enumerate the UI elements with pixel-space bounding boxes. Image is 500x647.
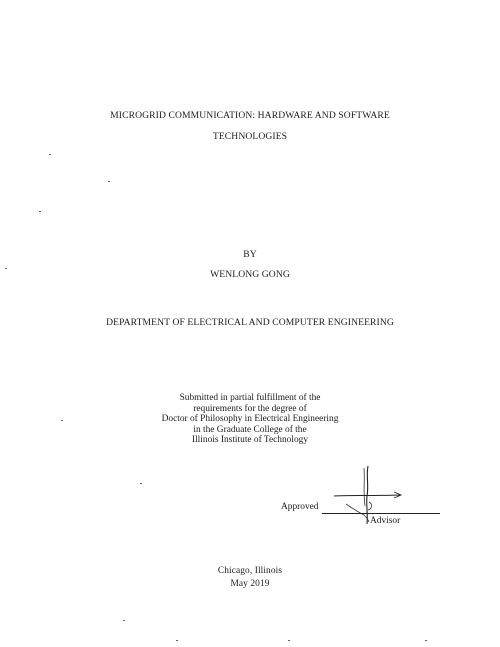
thesis-title-line-1: MICROGRID COMMUNICATION: HARDWARE AND SOFTWARE: [110, 110, 390, 121]
submission-statement: [0, 393, 500, 446]
scan-speck: [288, 640, 290, 641]
submission-line-1: Submitted in partial fulfillment of the: [179, 393, 321, 403]
scan-speck: [123, 620, 125, 621]
advisor-label: Advisor: [370, 516, 401, 526]
by-label: BY: [243, 249, 257, 260]
signature-line: [322, 513, 440, 514]
scan-speck: [39, 211, 41, 212]
submission-line-3: Doctor of Philosophy in Electrical Engineering: [161, 414, 339, 425]
location: Chicago, Illinois: [217, 566, 283, 576]
submission-line-4: in the Graduate College of the: [193, 424, 307, 435]
scan-speck: [425, 640, 427, 641]
scan-speck: [49, 154, 51, 155]
scan-speck: [176, 640, 178, 641]
thesis-title-line-2: TECHNOLOGIES: [212, 131, 288, 142]
scan-speck: [140, 483, 142, 484]
department-name: DEPARTMENT OF ELECTRICAL AND COMPUTER ENGINEERING: [106, 317, 394, 328]
date: May 2019: [230, 579, 270, 589]
approved-label: Approved: [281, 502, 319, 512]
author-name: WENLONG GONG: [210, 269, 290, 280]
scan-speck: [108, 181, 110, 182]
scan-speck: [61, 420, 63, 421]
submission-line-2: requirements for the degree of: [193, 403, 307, 414]
submission-line-5: Illinois Institute of Technology: [191, 435, 309, 446]
scan-speck: [5, 268, 7, 269]
